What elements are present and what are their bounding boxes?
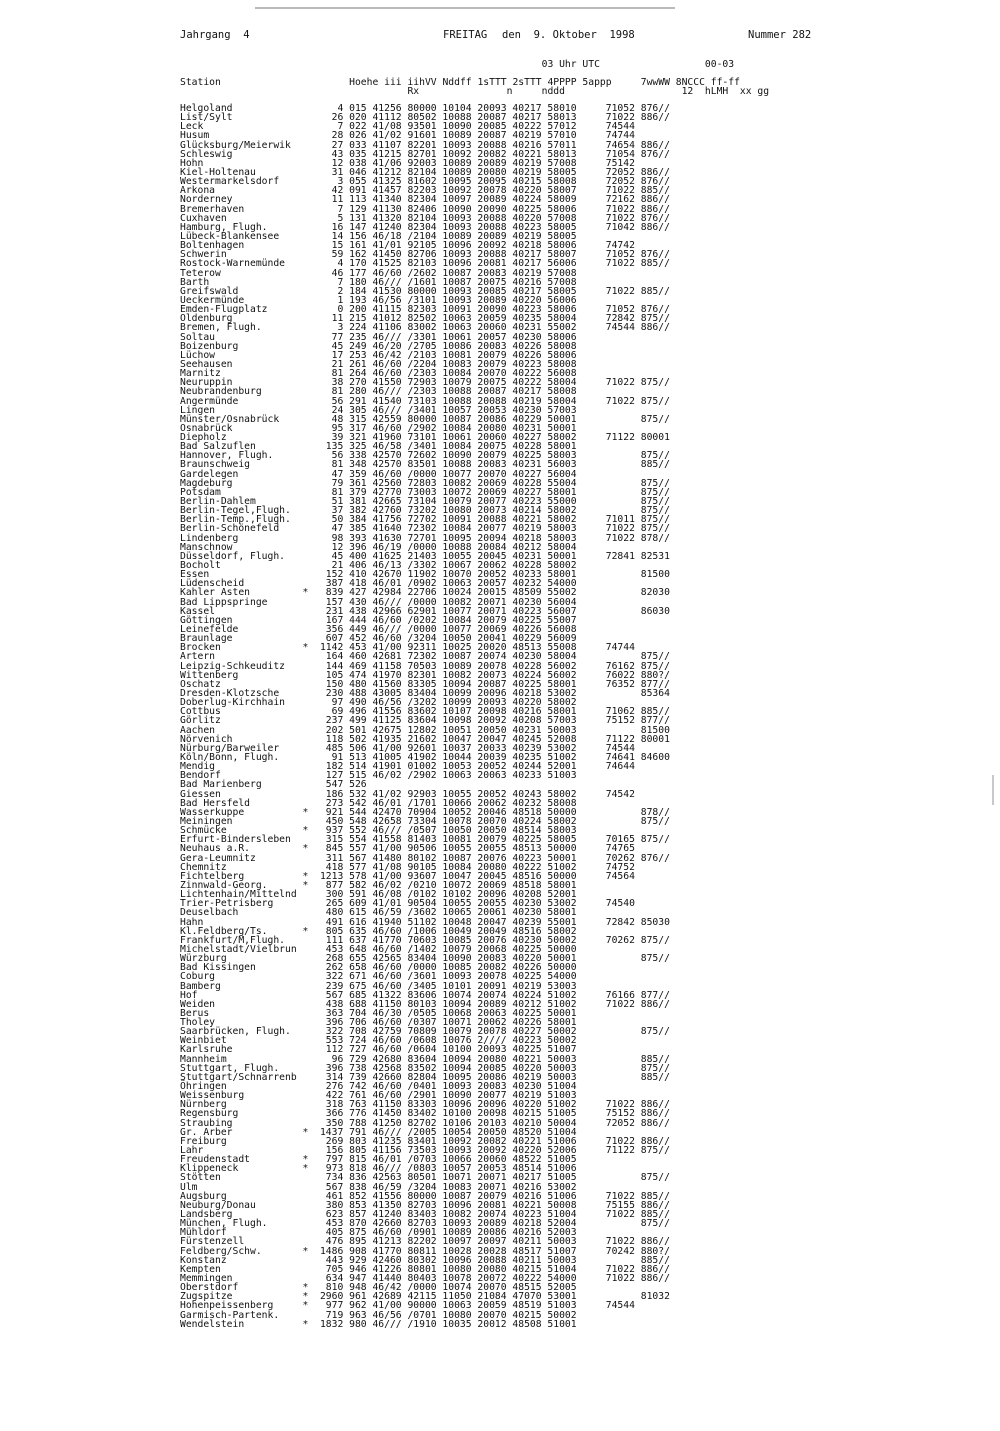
station-name: Kahler Asten — [180, 587, 250, 599]
station-observation-data: 300 591 46/08 /0102 10102 20096 40208 52001 — [314, 889, 577, 901]
station-name: Wendelstein — [180, 1318, 245, 1330]
station-name: Berlin-Tegel,Flugh. — [180, 505, 291, 517]
station-observation-data: 21 406 46/13 /3302 10067 20062 40228 58002 — [314, 560, 577, 572]
station-observation-data: 56 338 42570 72602 10090 20079 40225 58003 875// — [314, 450, 670, 462]
station-name: Fürstenzell — [180, 1236, 245, 1248]
station-name: Neuhaus a.R. — [180, 843, 250, 855]
station-observation-data: 14 156 46/18 /2104 10089 20089 40219 58005 — [314, 230, 577, 242]
station-observation-data: 480 615 46/59 /3602 10065 20061 40230 58001 — [314, 907, 577, 919]
station-observation-data: 7 129 41130 82406 10090 20090 40225 58006 71022 886// — [314, 203, 670, 215]
station-name: Doberlug-Kirchhain — [180, 697, 285, 709]
station-observation-data: 43 035 41215 82701 10092 20082 40221 58013 71054 876// — [314, 148, 670, 160]
station-name: Mannheim — [180, 1053, 227, 1065]
station-name: Memmingen — [180, 1273, 233, 1284]
station-observation-data: 144 469 41158 70503 10089 20078 40228 56002 76162 875// — [314, 660, 670, 672]
station-observation-data: 3 224 41106 83002 10063 20060 40231 55002 74544 886// — [314, 322, 670, 334]
station-observation-data: 16 147 41240 82304 10093 20088 40223 58005 71042 886// — [314, 221, 670, 233]
station-name: Bamberg — [180, 980, 221, 992]
station-observation-data: 450 548 42658 73304 10078 20070 40224 58002 875// — [314, 815, 670, 827]
station-name: Osnabrück — [180, 422, 233, 434]
station-observation-data: 322 671 46/60 /3601 10093 20078 40225 54000 — [314, 971, 577, 983]
station-name: Klippeneck — [180, 1163, 239, 1175]
station-observation-data: 363 704 46/30 /0505 10068 20063 40225 50001 — [314, 1007, 577, 1019]
station-name: Freiburg — [180, 1135, 227, 1147]
station-name: Bad Marienberg — [180, 779, 262, 791]
station-name: Mühldorf — [180, 1227, 227, 1239]
station-name: Hamburg, Flugh. — [180, 221, 268, 233]
station-name: Braunlage — [180, 633, 233, 645]
station-name: Gr. Arber — [180, 1126, 233, 1138]
station-observation-data: 56 291 41540 73103 10088 20088 40219 58004 71022 875// — [314, 395, 670, 407]
scan-edge-mark — [992, 775, 994, 805]
station-observation-data: 1213 578 41/00 93607 10047 20045 48516 50000 74564 — [314, 870, 635, 882]
station-observation-data: 973 818 46/// /0803 10057 20053 48514 51006 — [314, 1163, 577, 1175]
station-name: Oldenburg — [180, 313, 233, 325]
station-name: Landsberg — [180, 1209, 233, 1221]
station-name: Nürburg/Barweiler — [180, 742, 280, 754]
station-observation-data: 839 427 42984 22706 10024 20015 48509 55002 82030 — [314, 587, 670, 599]
station-name: Potsdam — [180, 486, 221, 498]
station-observation-data: 318 763 41150 83303 10096 20096 40220 51002 71022 886// — [314, 1099, 670, 1111]
station-name: Neubrandenburg — [180, 386, 262, 398]
station-observation-data: 167 444 46/60 /0202 10084 20079 40225 55007 — [314, 614, 577, 626]
station-observation-data: 553 724 46/60 /0608 10076 2//// 40223 50002 — [314, 1035, 577, 1047]
station-name: Wittenberg — [180, 669, 239, 681]
station-observation-data: 443 929 42460 80302 10096 20088 40211 50003 885// — [314, 1254, 670, 1266]
station-name: Boltenhagen — [180, 240, 245, 252]
station-name: Stuttgart, Flugh. — [180, 1062, 280, 1074]
station-observation-data: 77 235 46/// /3301 10061 20057 40230 58006 — [314, 331, 577, 343]
station-name: Lingen — [180, 404, 215, 416]
station-name: Würzburg — [180, 953, 227, 965]
station-name: Westermarkelsdorf — [180, 176, 280, 188]
station-name: Bendorf — [180, 770, 221, 782]
station-name: Konstanz — [180, 1254, 227, 1266]
station-name: Berlin-Temp.,Flugh. — [180, 514, 291, 526]
station-name: Garmisch-Partenk. — [180, 1309, 280, 1321]
station-observation-data: 7 022 41/08 93501 10090 20085 40222 57012 74544 — [314, 121, 635, 133]
station-name: Hannover, Flugh. — [180, 450, 274, 462]
station-observation-data: 734 836 42563 80501 10071 20071 40217 51005 875// — [314, 1172, 670, 1184]
mountain-station-marker: * — [302, 1291, 309, 1303]
station-name: Zinnwald-Georg. — [180, 879, 268, 891]
station-observation-data: 31 046 41212 82104 10089 20080 40219 58005 72052 886// — [314, 166, 670, 178]
mountain-station-marker: * — [302, 1126, 309, 1138]
station-name: Tholey — [180, 1017, 215, 1029]
station-observation-data: 265 609 41/01 90504 10055 20055 40230 53002 74540 — [314, 898, 635, 910]
station-name: Hahn — [180, 916, 204, 928]
station-name: Teterow — [180, 267, 221, 279]
station-observation-data: 547 526 — [314, 779, 367, 791]
station-observation-data: 26 020 41112 80502 10088 20087 40217 58013 71022 886// — [314, 112, 670, 124]
station-observation-data: 405 875 46/60 /0901 10089 20086 40216 52003 — [314, 1227, 577, 1239]
station-observation-data: 623 857 41240 83403 10082 20074 40223 51004 71022 885// — [314, 1209, 670, 1221]
station-observation-data: 135 325 46/58 /3401 10084 20075 40228 58001 — [314, 441, 577, 453]
station-observation-data: 418 577 41/08 90105 10084 20080 40222 51002 74752 — [314, 861, 635, 873]
station-name: Hohenpeissenberg — [180, 1300, 274, 1312]
column-headers: Station Hoehe iii iihVV Nddff 1sTTT 2sTTT 4PPPP 5appp 7wwWW 8NCCC ff-ff — [180, 77, 740, 89]
station-observation-data: 380 853 41350 82703 10096 20081 40221 50008 75155 886// — [314, 1199, 670, 1211]
station-observation-data: 2 184 41530 80000 10093 20085 40217 58005 71022 885// — [314, 285, 670, 297]
station-name: Seehausen — [180, 358, 233, 370]
station-name: Greifswald — [180, 285, 239, 297]
station-observation-data: 567 838 46/59 /3204 10083 20071 40216 53002 — [314, 1181, 577, 1193]
station-observation-data: 273 542 46/01 /1701 10066 20062 40232 58008 — [314, 797, 577, 809]
station-name: Trier-Petrisberg — [180, 898, 274, 910]
station-name: Essen — [180, 569, 210, 581]
station-name: Lüdenscheid — [180, 578, 245, 590]
station-observation-data: 1832 980 46/// /1910 10035 20012 48508 51001 — [314, 1318, 577, 1330]
station-name: Öhringen — [180, 1081, 227, 1093]
station-name: Gardelegen — [180, 468, 239, 480]
station-observation-data: 112 727 46/60 /0604 10100 20093 40225 51007 — [314, 1044, 577, 1056]
station-observation-data: 27 033 41107 82201 10093 20088 40216 57011 74654 886// — [314, 139, 670, 151]
station-name: Kempten — [180, 1263, 221, 1275]
station-name: Bad Hersfeld — [180, 797, 250, 809]
jahrgang-label: Jahrgang 4 — [180, 29, 250, 41]
station-name: Mendig — [180, 761, 215, 773]
station-name: Lüchow — [180, 349, 215, 361]
station-observation-data: 268 655 42565 83404 10090 20083 40220 50001 875// — [314, 953, 670, 965]
station-name: Schwerin — [180, 249, 227, 261]
station-observation-data: 127 515 46/02 /2902 10063 20063 40233 51003 — [314, 770, 577, 782]
station-name: Kassel — [180, 605, 215, 617]
station-observation-data: 182 514 41901 01002 10053 20052 40244 52001 74644 — [314, 761, 635, 773]
station-name: Soltau — [180, 331, 215, 343]
station-name: Bad Kissingen — [180, 962, 256, 974]
station-observation-data: 17 253 46/42 /2103 10081 20079 40226 58006 — [314, 349, 577, 361]
station-observation-data: 105 474 41970 82301 10082 20073 40224 56002 76022 880?/ — [314, 669, 670, 681]
station-observation-data: 81 379 42770 73003 10072 20069 40227 58001 875// — [314, 486, 670, 498]
station-observation-data: 805 635 46/60 /1006 10049 20049 48516 58002 — [314, 925, 577, 937]
station-name: Giessen — [180, 788, 221, 800]
station-name: Cottbus — [180, 706, 221, 718]
weekday-label: FREITAG — [443, 29, 488, 41]
station-observation-data: 81 280 46/// /2303 10088 20087 40217 58008 — [314, 386, 577, 398]
date-label: den 9. Oktober 1998 — [502, 29, 635, 41]
station-name: Schmücke — [180, 825, 227, 837]
station-observation-data: 47 359 46/60 /0000 10077 20070 40227 56004 — [314, 468, 577, 480]
station-observation-data: 1 193 46/56 /3101 10093 20089 40220 56006 — [314, 294, 577, 306]
station-name: Schleswig — [180, 148, 233, 160]
station-name: Bad Lippspringe — [180, 596, 268, 608]
station-name: Frankfurt/M,Flugh. — [180, 934, 285, 946]
mountain-station-marker: * — [302, 587, 309, 599]
station-observation-data: 50 384 41756 72702 10091 20088 40221 58002 71011 875// — [314, 514, 670, 526]
station-name: Erfurt-Bindersleben — [180, 834, 291, 846]
station-name: Lübeck-Blankensee — [180, 230, 280, 242]
issue-number-label: Nummer 282 — [748, 29, 812, 41]
station-observation-data: 202 501 42675 12802 10051 20050 40231 50003 81500 — [314, 724, 670, 736]
station-observation-data: 91 513 41005 41902 10044 20039 40235 51002 74641 84600 — [314, 751, 670, 763]
station-observation-data: 45 249 46/20 /2705 10086 20083 40226 58008 — [314, 340, 577, 352]
station-name: Lindenberg — [180, 532, 239, 544]
station-name: Dresden-Klotzsche — [180, 688, 280, 699]
station-observation-data: 453 648 46/60 /1402 10079 20068 40225 50000 — [314, 943, 577, 955]
station-observation-data: 4 015 41256 80000 10104 20093 40217 58010 71052 876// — [314, 103, 670, 114]
station-observation-data: 3 055 41325 81602 10095 20095 40215 58008 72052 876// — [314, 176, 670, 188]
station-name: Meiningen — [180, 815, 233, 827]
station-name: Magdeburg — [180, 477, 233, 489]
station-name: Oschatz — [180, 678, 221, 690]
station-observation-data: 186 532 41/02 92903 10055 20052 40243 58002 74542 — [314, 788, 635, 800]
station-observation-data: 12 038 41/06 92003 10089 20089 40219 57008 75142 — [314, 157, 635, 169]
station-name: Augsburg — [180, 1190, 227, 1202]
station-observation-data: 810 948 46/42 /0000 10074 20070 48515 52005 — [314, 1282, 577, 1294]
scan-top-line — [255, 7, 675, 9]
station-name: Arkona — [180, 185, 215, 197]
station-observation-data: 11 215 41012 82502 10063 20059 40235 58004 72842 875// — [314, 313, 670, 325]
station-name: Oberstdorf — [180, 1282, 239, 1294]
station-name: Leck — [180, 121, 204, 133]
station-observation-data: 719 963 46/56 /0701 10080 20070 40215 50002 — [314, 1309, 577, 1321]
station-observation-data: 396 738 42568 83502 10094 20085 40220 50003 875// — [314, 1062, 670, 1074]
station-observation-data: 262 658 46/60 /0000 10085 20082 40226 50000 — [314, 962, 577, 974]
station-name: Manschnow — [180, 541, 233, 553]
station-name: Stuttgart/Schnarrenb — [180, 1071, 297, 1083]
station-name: Aachen — [180, 724, 215, 736]
station-name: Bremerhaven — [180, 203, 245, 215]
station-name: Ulm — [180, 1181, 198, 1193]
station-observation-data: 5 131 41320 82104 10093 20088 40220 57008 71022 876// — [314, 212, 670, 224]
station-name: Nürnberg — [180, 1099, 227, 1111]
table-row — [180, 1320, 670, 1329]
station-name: Lahr — [180, 1145, 204, 1157]
utc-time-line: 03 Uhr UTC 00-03 — [180, 59, 735, 70]
station-observation-data: 396 706 46/60 /0307 10071 20062 40226 58001 — [314, 1017, 577, 1029]
station-name: Gera-Leumnitz — [180, 852, 256, 864]
station-name: Weissenburg — [180, 1090, 245, 1102]
station-name: Ueckermünde — [180, 294, 245, 306]
station-name: Braunschweig — [180, 459, 250, 471]
station-observation-data: 7 180 46/// /1601 10087 20075 40216 57008 — [314, 276, 577, 288]
station-observation-data: 150 480 41560 83305 10094 20087 40225 58001 76352 877// — [314, 678, 670, 690]
station-name: Helgoland — [180, 103, 233, 114]
column-subheaders: Rx n nddd 12 hLMH xx gg — [180, 86, 770, 98]
station-observation-data: 24 305 46/// /3401 10057 20053 40230 57003 — [314, 404, 577, 416]
station-observation-data: 314 739 42660 82804 10095 20086 40219 50003 885// — [314, 1071, 670, 1083]
station-name: Diepholz — [180, 432, 227, 444]
station-observation-data: 476 895 41213 82202 10097 20097 40211 50003 71022 886// — [314, 1236, 670, 1248]
station-name: Rostock-Warnemünde — [180, 258, 285, 270]
station-name: Neuburg/Donau — [180, 1199, 256, 1211]
station-observation-data: 387 418 46/01 /0902 10063 20057 40232 54000 — [314, 578, 577, 590]
station-observation-data: 977 962 41/00 90000 10063 20059 48519 51003 74544 — [314, 1300, 635, 1312]
station-observation-data: 315 554 41558 81403 10081 20079 40225 58005 70165 875// — [314, 834, 670, 846]
station-observation-data: 276 742 46/60 /0401 10093 20083 40230 51004 — [314, 1081, 577, 1093]
station-observation-data: 231 438 42966 62901 10077 20071 40223 56007 86030 — [314, 605, 670, 617]
station-name: Fichtelberg — [180, 870, 245, 882]
station-name: Boizenburg — [180, 340, 239, 352]
station-name: Köln/Bonn, Flugh. — [180, 751, 280, 763]
station-table — [180, 104, 670, 1329]
station-name: Görlitz — [180, 715, 221, 727]
station-observation-data: 438 688 41150 80103 10094 20089 40212 51002 71022 886// — [314, 998, 670, 1010]
station-observation-data: 11 113 41340 82304 10097 20089 40224 58009 72162 886// — [314, 194, 670, 206]
station-observation-data: 230 488 43005 83404 10099 20096 40218 53002 85364 — [314, 688, 670, 699]
station-name: Regensburg — [180, 1108, 239, 1120]
station-observation-data: 37 382 42760 73202 10080 20073 40214 58002 875// — [314, 505, 670, 517]
station-observation-data: 111 637 41770 70603 10085 20076 40230 50002 70262 875// — [314, 934, 670, 946]
station-name: Artern — [180, 651, 215, 663]
station-name: Chemnitz — [180, 861, 227, 873]
station-observation-data: 59 162 41450 82706 10093 20088 40217 58007 71052 876// — [314, 249, 670, 261]
station-name: Berus — [180, 1007, 210, 1019]
station-observation-data: 921 544 42470 70904 10052 20046 48518 50000 878// — [314, 806, 670, 818]
station-name: Nörvenich — [180, 733, 233, 745]
station-name: Lichtenhain/Mittelnd — [180, 889, 297, 901]
station-name: Hohn — [180, 157, 204, 169]
station-name: Saarbrücken, Flugh. — [180, 1026, 291, 1038]
mountain-station-marker: * — [302, 925, 309, 937]
station-observation-data: 15 161 41/01 92105 10096 20092 40218 58006 74742 — [314, 240, 635, 252]
station-observation-data: 4 170 41525 82103 10096 20081 40217 56006 71022 885// — [314, 258, 670, 270]
mountain-station-marker: * — [302, 1300, 309, 1312]
station-name: Deuselbach — [180, 907, 239, 919]
station-name: Düsseldorf, Flugh. — [180, 550, 285, 562]
station-name: Weiden — [180, 998, 215, 1010]
station-observation-data: 47 385 41640 72302 10084 20077 40219 58003 71022 875// — [314, 523, 670, 535]
station-name: Glücksburg/Meierwik — [180, 139, 291, 151]
station-name: Brocken — [180, 642, 221, 654]
station-observation-data: 356 449 46/// /0000 10077 20069 40226 56008 — [314, 624, 577, 636]
mountain-station-marker: * — [302, 642, 309, 654]
station-name: Feldberg/Schw. — [180, 1245, 262, 1257]
station-observation-data: 877 582 46/02 /0210 10072 20069 48518 58001 — [314, 879, 577, 891]
mountain-station-marker: * — [302, 806, 309, 818]
station-name: Wasserkuppe — [180, 806, 245, 818]
mountain-station-marker: * — [302, 1245, 309, 1257]
station-name: Kl.Feldberg/Ts. — [180, 925, 268, 937]
mountain-station-marker: * — [302, 870, 309, 882]
station-observation-data: 2960 961 42689 42115 11050 21084 47070 53001 81032 — [314, 1291, 670, 1303]
station-observation-data: 98 393 41630 72701 10095 20094 40218 58003 71022 878// — [314, 532, 670, 544]
station-observation-data: 48 315 42559 80000 10087 20086 40229 50001 875// — [314, 413, 670, 425]
station-observation-data: 491 616 41940 51102 10048 20047 40239 55001 72842 85030 — [314, 916, 670, 928]
station-observation-data: 705 946 41226 80801 10080 20080 40215 51004 71022 886// — [314, 1263, 670, 1275]
station-observation-data: 28 026 41/02 91601 10089 20087 40219 57010 74744 — [314, 130, 635, 142]
station-observation-data: 350 788 41250 82702 10106 20103 40210 50004 72052 886// — [314, 1117, 670, 1129]
mountain-station-marker: * — [302, 1163, 309, 1175]
station-name: Michelstadt/Vielbrun — [180, 943, 297, 955]
station-observation-data: 157 430 46/// /0000 10082 20071 40230 56004 — [314, 596, 577, 608]
station-observation-data: 607 452 46/60 /3204 10050 20041 40229 56009 — [314, 633, 577, 645]
station-observation-data: 45 400 41625 21403 10055 20045 40231 50001 72841 82531 — [314, 550, 670, 562]
station-observation-data: 1486 908 41770 80811 10028 20028 48517 51007 70242 880?/ — [314, 1245, 670, 1257]
station-observation-data: 96 729 42680 83604 10094 20080 40221 50003 885// — [314, 1053, 670, 1065]
station-name: Barth — [180, 276, 210, 288]
mountain-station-marker: * — [302, 825, 309, 837]
mountain-station-marker: * — [302, 1282, 309, 1294]
station-observation-data: 845 557 41/00 90506 10055 20055 48513 50000 74765 — [314, 843, 635, 855]
station-observation-data: 156 805 41156 73503 10093 20092 40220 52006 71122 875// — [314, 1145, 670, 1157]
station-observation-data: 39 321 41960 73101 10061 20060 40227 58002 71122 80001 — [314, 432, 670, 444]
station-name: Weinbiet — [180, 1035, 227, 1047]
station-name: Berlin-Schönefeld — [180, 523, 280, 535]
mountain-station-marker: * — [302, 1154, 309, 1166]
station-observation-data: 38 270 41550 72903 10079 20075 40222 58004 71022 875// — [314, 377, 670, 389]
station-observation-data: 51 381 42665 73104 10079 20077 40223 55000 875// — [314, 496, 670, 508]
station-name: Göttingen — [180, 614, 233, 626]
station-observation-data: 237 499 41125 83604 10098 20092 40208 57003 75152 877// — [314, 715, 670, 727]
station-observation-data: 485 506 41/00 92601 10037 20033 40239 53002 74544 — [314, 742, 635, 754]
mountain-station-marker: * — [302, 1318, 309, 1330]
station-observation-data: 322 708 42759 70809 10079 20078 40227 50002 875// — [314, 1026, 670, 1038]
station-observation-data: 239 675 46/60 /3405 10101 20091 40219 53003 — [314, 980, 577, 992]
station-observation-data: 46 177 46/60 /2602 10087 20083 40219 57008 — [314, 267, 577, 279]
mountain-station-marker: * — [302, 843, 309, 855]
station-observation-data: 95 317 46/60 /2902 10084 20080 40231 50001 — [314, 422, 577, 434]
station-name: Freudenstadt — [180, 1154, 250, 1166]
station-observation-data: 453 870 42660 82703 10093 20089 40218 52004 875// — [314, 1218, 670, 1230]
station-observation-data: 311 567 41480 80102 10087 20076 40223 50001 70262 876// — [314, 852, 670, 864]
mountain-station-marker: * — [302, 879, 309, 891]
station-name: Angermünde — [180, 395, 239, 407]
station-name: Leinefelde — [180, 624, 239, 636]
station-name: Husum — [180, 130, 210, 142]
station-name: Berlin-Dahlem — [180, 496, 256, 508]
station-name: Bremen, Flugh. — [180, 322, 262, 334]
station-observation-data: 42 091 41457 82203 10092 20078 40220 58007 71022 885// — [314, 185, 670, 197]
station-name: Münster/Osnabrück — [180, 413, 280, 425]
station-name: Bad Salzuflen — [180, 441, 256, 453]
station-observation-data: 79 361 42560 72803 10082 20069 40228 55004 875// — [314, 477, 670, 489]
station-observation-data: 1142 453 41/00 92311 10025 20020 48513 55008 74744 — [314, 642, 635, 654]
station-name: Kiel-Holtenau — [180, 166, 256, 178]
station-name: Zugspitze — [180, 1291, 233, 1303]
station-observation-data: 164 460 42681 72302 10087 20074 40230 58004 875// — [314, 651, 670, 663]
station-observation-data: 81 264 46/60 /2303 10084 20070 40222 56008 — [314, 368, 577, 380]
station-observation-data: 461 852 41556 80000 10087 20079 40216 51006 71022 885// — [314, 1190, 670, 1202]
station-observation-data: 69 496 41556 83602 10107 20098 40216 58001 71062 885// — [314, 706, 670, 718]
station-name: Stötten — [180, 1172, 221, 1184]
station-observation-data: 0 200 41115 82303 10091 20090 40223 58006 71052 876// — [314, 304, 670, 316]
station-observation-data: 21 261 46/60 /2204 10083 20079 40223 58008 — [314, 358, 577, 370]
station-name: Norderney — [180, 194, 233, 206]
station-observation-data: 797 815 46/01 /0703 10066 20060 48522 51005 — [314, 1154, 577, 1166]
station-observation-data: 937 552 46/// /0507 10050 20050 48514 58003 — [314, 825, 577, 837]
station-observation-data: 634 947 41440 80403 10078 20072 40222 54000 71022 886// — [314, 1273, 670, 1284]
station-name: Cuxhaven — [180, 212, 227, 224]
station-observation-data: 152 410 42670 11902 10070 20052 40233 58001 81500 — [314, 569, 670, 581]
station-name: Hof — [180, 989, 198, 1001]
station-name: München, Flugh. — [180, 1218, 268, 1230]
table-header — [180, 60, 769, 97]
station-name: Coburg — [180, 971, 215, 983]
station-name: List/Sylt — [180, 112, 233, 124]
station-observation-data: 1437 791 46/// /2005 10054 20050 48520 51004 — [314, 1126, 577, 1138]
station-name: Bocholt — [180, 560, 221, 572]
station-name: Neuruppin — [180, 377, 233, 389]
station-observation-data: 422 761 46/60 /2901 10090 20077 40219 51003 — [314, 1090, 577, 1102]
station-observation-data: 366 776 41450 83402 10100 20098 40215 51005 75152 886// — [314, 1108, 670, 1120]
station-name: Karlsruhe — [180, 1044, 233, 1056]
station-name: Emden-Flugplatz — [180, 304, 268, 316]
station-name: Marnitz — [180, 368, 221, 380]
station-observation-data: 81 348 42570 83501 10088 20083 40231 56003 885// — [314, 459, 670, 471]
station-name: Straubing — [180, 1117, 233, 1129]
station-observation-data: 567 685 41322 83606 10074 20074 40224 51002 76166 877// — [314, 989, 670, 1001]
station-observation-data: 118 502 41935 21602 10047 20047 40245 52008 71122 80001 — [314, 733, 670, 745]
station-observation-data: 97 490 46/56 /3202 10099 20093 40220 58002 — [314, 697, 577, 709]
station-name: Leipzig-Schkeuditz — [180, 660, 285, 672]
station-observation-data: 12 396 46/19 /0000 10088 20084 40212 58004 — [314, 541, 577, 553]
station-observation-data: 269 803 41235 83401 10092 20082 40221 51006 71022 886// — [314, 1135, 670, 1147]
